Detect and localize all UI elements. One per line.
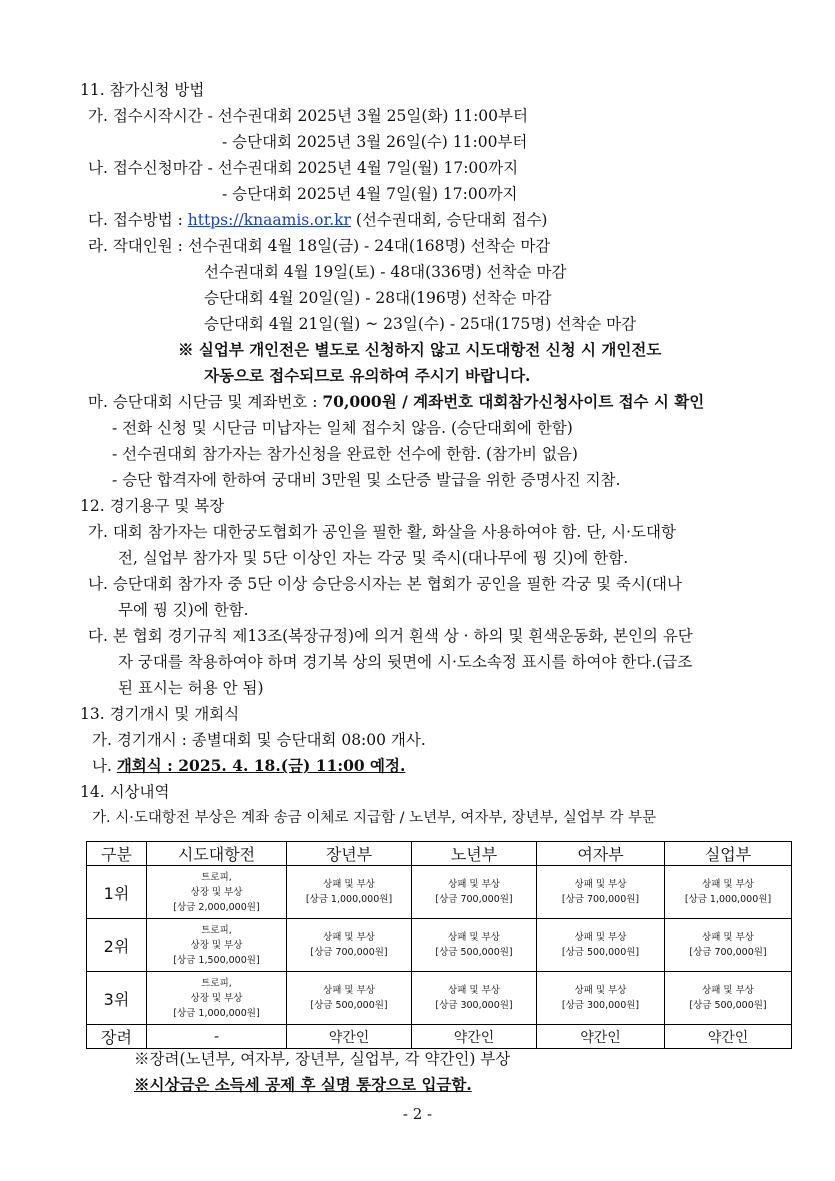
- registration-link[interactable]: https://knaamis.or.kr: [187, 211, 351, 229]
- s11-ma-item3: - 승단 합격자에 한하여 궁대비 3만원 및 소단증 발급을 위한 증명사진 지참.: [112, 471, 621, 489]
- header-cell: 여자부: [537, 842, 665, 866]
- s11-na-line1: 나. 접수신청마감 - 선수권대회 2025년 4월 7일(월) 17:00까지: [88, 159, 519, 177]
- s11-ma-item2: - 선수권대회 참가자는 참가신청을 완료한 선수에 한함. (참가비 없음): [112, 445, 578, 463]
- table-cell: 상패 및 부상 [상금 500,000원]: [412, 919, 537, 972]
- s11-ga-line1: 가. 접수시작시간 - 선수권대회 2025년 3월 25일(화) 11:00부터: [88, 107, 528, 125]
- s12-da-line1: 다. 본 협회 경기규칙 제13조(복장규정)에 의거 흰색 상 · 하의 및 흰색운동화, 본인의 유단: [88, 627, 693, 645]
- s11-da-suffix: (선수권대회, 승단대회 접수): [350, 211, 548, 229]
- header-cell: 장년부: [287, 842, 412, 866]
- s13-na-line: [92, 756, 405, 776]
- table-row: [87, 919, 792, 972]
- table-cell: 트로피, 상장 및 부상 [상금 1,000,000원]: [147, 972, 287, 1025]
- section-11-heading: 11. 참가신청 방법: [80, 81, 205, 99]
- s13-na-prefix: 나.: [92, 757, 117, 775]
- table-cell: 상패 및 부상 [상금 1,000,000원]: [287, 866, 412, 919]
- s11-note-line1: ※ 실업부 개인전은 별도로 신청하지 않고 시도대항전 신청 시 개인전도: [178, 340, 662, 359]
- s11-ra-line3: 승단대회 4월 20일(일) - 28대(196명) 선착순 마감: [204, 289, 552, 307]
- s11-na-line2: - 승단대회 2025년 4월 7일(월) 17:00까지: [222, 185, 518, 203]
- s11-da-prefix: 다. 접수방법 :: [88, 211, 188, 229]
- table-cell: 상패 및 부상 [상금 500,000원]: [537, 919, 665, 972]
- section-13-heading: 13. 경기개시 및 개회식: [80, 705, 240, 723]
- header-cell: 시도대항전: [147, 842, 287, 866]
- table-row: [87, 866, 792, 919]
- table-cell: 상패 및 부상 [상금 700,000원]: [537, 866, 665, 919]
- table-cell: 약간인: [412, 1025, 537, 1049]
- rank-cell: 장려: [87, 1025, 147, 1049]
- table-cell: -: [147, 1025, 287, 1049]
- s14-ga-line: 가. 시·도대항전 부상은 계좌 송금 이체로 지급함 / 노년부, 여자부, 장년부, 실업부 각 부문: [92, 810, 657, 826]
- s12-ga-line1: 가. 대회 참가자는 대한궁도협회가 공인을 필한 활, 화살을 사용하여야 함. 단, 시·도대항: [88, 523, 676, 541]
- s11-ga-line2: - 승단대회 2025년 3월 26일(수) 11:00부터: [222, 133, 528, 151]
- opening-ceremony-text: 개회식 : 2025. 4. 18.(금) 11:00 예정.: [116, 756, 406, 775]
- footer-note-prize-money: ※시상금은 소득세 공제 후 실명 통장으로 입금함.: [134, 1075, 472, 1094]
- s12-na-line2: 무에 꿩 깃)에 한함.: [118, 601, 249, 619]
- header-cell: 노년부: [412, 842, 537, 866]
- s12-ga-line2: 전, 실업부 참가자 및 5단 이상인 자는 각궁 및 죽시(대나무에 꿩 깃)에 한함.: [118, 549, 629, 567]
- page-number: - 2 -: [402, 1105, 433, 1123]
- table-cell: 상패 및 부상 [상금 700,000원]: [412, 866, 537, 919]
- header-cell: 실업부: [665, 842, 792, 866]
- footer-note-encouragement: ※장려(노년부, 여자부, 장년부, 실업부, 각 약간인) 부상: [134, 1050, 511, 1068]
- header-cell: 구분: [87, 842, 147, 866]
- s13-ga-line: 가. 경기개시 : 종별대회 및 승단대회 08:00 개사.: [92, 731, 426, 749]
- table-cell: 상패 및 부상 [상금 700,000원]: [287, 919, 412, 972]
- table-cell: 약간인: [287, 1025, 412, 1049]
- s11-da-line: [88, 210, 547, 230]
- table-cell: 트로피, 상장 및 부상 [상금 1,500,000원]: [147, 919, 287, 972]
- table-cell: 약간인: [665, 1025, 792, 1049]
- table-cell: 상패 및 부상 [상금 300,000원]: [412, 972, 537, 1025]
- s11-ma-item1: - 전화 신청 및 시단금 미납자는 일체 접수치 않음. (승단대회에 한함): [112, 419, 573, 437]
- table-cell: 상패 및 부상 [상금 1,000,000원]: [665, 866, 792, 919]
- s11-ra-line1: 라. 작대인원 : 선수권대회 4월 18일(금) - 24대(168명) 선착순 마감: [88, 237, 551, 255]
- section-14-heading: 14. 시상내역: [80, 783, 170, 801]
- s12-na-line1: 나. 승단대회 참가자 중 5단 이상 승단응시자는 본 협회가 공인을 필한 각궁 및 죽시(대나: [88, 575, 682, 593]
- rank-cell: 2위: [87, 919, 147, 972]
- s11-ma-line: [88, 392, 704, 412]
- table-cell: 상패 및 부상 [상금 300,000원]: [537, 972, 665, 1025]
- s11-note-line2: 자동으로 접수되므로 유의하여 주시기 바랍니다.: [204, 366, 531, 385]
- prize-table: [86, 841, 792, 1049]
- table-cell: 상패 및 부상 [상금 500,000원]: [287, 972, 412, 1025]
- rank-cell: 3위: [87, 972, 147, 1025]
- s12-da-line3: 된 표시는 허용 안 됨): [118, 679, 264, 697]
- s12-da-line2: 자 궁대를 착용하여야 하며 경기복 상의 뒷면에 시·도소속정 표시를 하여야 한다.(급조: [118, 653, 693, 671]
- table-cell: 약간인: [537, 1025, 665, 1049]
- s11-ra-line4: 승단대회 4월 21일(월) ~ 23일(수) - 25대(175명) 선착순 마감: [204, 315, 637, 333]
- table-cell: 상패 및 부상 [상금 500,000원]: [665, 972, 792, 1025]
- table-cell: 상패 및 부상 [상금 700,000원]: [665, 919, 792, 972]
- table-row: [87, 1025, 792, 1049]
- s11-ma-bold: 70,000원 / 계좌번호 대회참가신청사이트 접수 시 확인: [322, 392, 705, 411]
- section-12-heading: 12. 경기용구 및 복장: [80, 497, 225, 515]
- rank-cell: 1위: [87, 866, 147, 919]
- s11-ra-line2: 선수권대회 4월 19일(토) - 48대(336명) 선착순 마감: [204, 263, 567, 281]
- table-header-row: [87, 842, 792, 866]
- table-cell: 트로피, 상장 및 부상 [상금 2,000,000원]: [147, 866, 287, 919]
- s11-ma-prefix: 마. 승단대회 시단금 및 계좌번호 :: [88, 393, 323, 411]
- table-row: [87, 972, 792, 1025]
